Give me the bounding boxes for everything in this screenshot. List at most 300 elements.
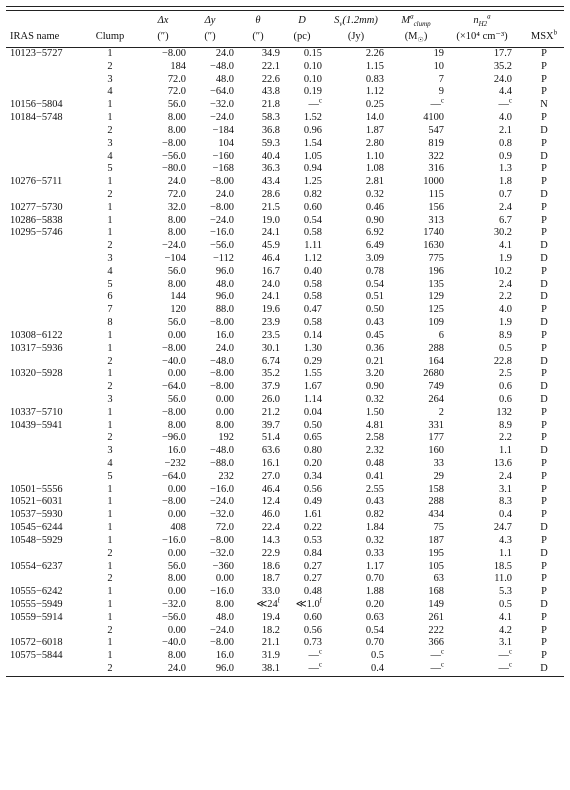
cell-S: 0.54 [365, 278, 384, 290]
cell-D: 0.27 [303, 573, 322, 585]
cell-n: 24.7 [493, 522, 512, 534]
header-dy-line2: (″) [204, 31, 216, 42]
cell-dx: 8.00 [167, 419, 186, 431]
cell-dx: 56.0 [167, 560, 186, 572]
cell-msx: P [541, 650, 547, 662]
table-row [6, 61, 564, 74]
cell-S: 0.41 [365, 470, 384, 482]
cell-msx: P [541, 368, 547, 380]
table-row [6, 407, 564, 420]
cell-M: 264 [428, 393, 444, 405]
cell-S: 0.70 [365, 573, 384, 585]
cell-clump: 4 [107, 458, 113, 469]
cell-clump: 2 [107, 547, 113, 559]
cell-dx: 72.0 [167, 86, 186, 98]
cell-name: 10555−6242 [10, 586, 63, 598]
cell-msx: D [540, 124, 548, 136]
cell-D: 0.56 [303, 483, 322, 495]
cell-dy: −168 [212, 163, 234, 175]
table-row [6, 445, 564, 458]
cell-D: 0.58 [303, 278, 322, 290]
cell-theta: 23.5 [261, 329, 280, 341]
cell-M: 1740 [423, 227, 444, 239]
cell-theta: 36.3 [261, 163, 280, 175]
cell-D: 0.04 [303, 406, 322, 418]
header-theta-line1: θ [255, 15, 261, 26]
cell-clump: 2 [107, 124, 113, 136]
cell-D: 1.11 [304, 240, 322, 252]
cell-S: 0.54 [365, 624, 384, 636]
cell-clump: 1 [107, 650, 113, 662]
cell-theta: 58.3 [261, 112, 280, 124]
cell-dx: −8.00 [161, 496, 186, 508]
cell-D: 1.30 [303, 342, 322, 354]
cell-S: 0.25 [365, 99, 384, 111]
cell-M: 149 [428, 598, 444, 610]
cell-msx: D [540, 291, 548, 303]
cell-D: 0.53 [303, 534, 322, 546]
cell-n: 4.2 [499, 624, 512, 636]
cell-clump: 1 [107, 586, 113, 598]
cell-S: 1.88 [365, 586, 384, 598]
header-n-line1: $n_{H2}^a$ [473, 12, 491, 29]
cell-dx: 32.0 [167, 201, 186, 213]
table-row [6, 625, 564, 638]
table-row [6, 253, 564, 266]
table-row [6, 96, 564, 112]
cell-M: 29 [433, 470, 444, 482]
cell-dy: −8.00 [209, 368, 234, 380]
cell-dy: −8.00 [209, 381, 234, 393]
header-D-line1: D [298, 15, 306, 26]
cell-M: 156 [428, 201, 444, 213]
table-row [6, 420, 564, 433]
cell-M: 187 [428, 534, 444, 546]
cell-dy: −48.0 [209, 445, 234, 457]
bottom-rule [6, 676, 564, 677]
cell-M: 2 [438, 406, 444, 418]
cell-name: 10123−5727 [10, 48, 63, 59]
cell-n: 4.1 [499, 240, 512, 252]
cell-D: 0.14 [303, 329, 322, 341]
cell-M: 158 [428, 483, 444, 495]
cell-M: 288 [428, 496, 444, 508]
cell-msx: P [541, 176, 547, 188]
cell-clump: 1 [107, 201, 113, 213]
cell-S: 3.09 [365, 253, 384, 264]
cell-dy: 0.00 [215, 393, 234, 405]
cell-name: 10156−5804 [10, 99, 63, 111]
cell-dx: −40.0 [161, 355, 186, 367]
cell-S: 0.45 [365, 329, 384, 341]
cell-clump: 1 [107, 496, 113, 508]
cell-name: 10184−5748 [10, 112, 63, 124]
cell-n: 0.4 [499, 509, 512, 521]
cell-theta: 18.7 [261, 573, 280, 585]
table-row [6, 432, 564, 445]
cell-D: 0.34 [303, 470, 322, 482]
cell-n: 2.2 [499, 432, 512, 444]
cell-dx: −8.00 [161, 406, 186, 418]
cell-msx: D [540, 663, 548, 674]
cell-msx: P [541, 201, 547, 213]
cell-n: 4.0 [499, 112, 512, 124]
cell-S: 1.50 [365, 406, 384, 418]
cell-D: 0.49 [303, 496, 322, 508]
cell-D: 0.58 [303, 227, 322, 239]
cell-D: 0.40 [303, 265, 322, 277]
cell-dy: −32.0 [209, 509, 234, 521]
cell-dx: −96.0 [161, 432, 186, 444]
cell-dy: 0.00 [215, 406, 234, 418]
cell-n: 10.2 [493, 265, 512, 277]
cell-dx: 56.0 [167, 265, 186, 277]
cell-clump: 1 [107, 214, 113, 226]
cell-dx: −40.0 [161, 637, 186, 649]
cell-theta: 30.1 [261, 342, 280, 354]
cell-msx: D [540, 355, 548, 367]
cell-M: 177 [428, 432, 444, 444]
cell-dx: 72.0 [167, 188, 186, 200]
cell-clump: 8 [107, 317, 113, 329]
cell-clump: 1 [107, 112, 113, 124]
cell-M: 63 [433, 573, 444, 585]
cell-n: 8.9 [499, 419, 512, 431]
header-name-line2: IRAS name [10, 31, 60, 42]
cell-clump: 1 [107, 368, 113, 380]
cell-S: 0.78 [365, 265, 384, 277]
cell-dy: 72.0 [215, 522, 234, 534]
cell-dy: −24.0 [209, 496, 234, 508]
cell-name: 10548−5929 [10, 534, 63, 546]
cell-msx: P [541, 137, 547, 149]
cell-msx: P [541, 624, 547, 636]
cell-S: 0.48 [365, 458, 384, 469]
cell-M: —$^c$ [430, 96, 444, 111]
cell-name: 10537−5930 [10, 509, 63, 521]
cell-name: 10276−5711 [10, 176, 63, 188]
cell-dx: −104 [164, 253, 186, 264]
cell-M: 164 [428, 355, 444, 367]
cell-D: 0.15 [303, 48, 322, 59]
cell-dy: −8.00 [209, 176, 234, 188]
cell-msx: D [540, 150, 548, 162]
cell-dy: −64.0 [209, 86, 234, 98]
cell-clump: 1 [107, 637, 113, 649]
cell-dy: 48.0 [215, 73, 234, 85]
cell-S: 0.90 [365, 214, 384, 226]
cell-M: 109 [428, 317, 444, 329]
cell-n: 2.4 [499, 470, 512, 482]
cell-theta: 22.9 [261, 547, 280, 559]
cell-msx: P [541, 48, 547, 59]
cell-S: 0.82 [365, 509, 384, 521]
cell-S: 0.83 [365, 73, 384, 85]
cell-M: 547 [428, 124, 444, 136]
cell-dy: −8.00 [209, 534, 234, 546]
cell-theta: 43.8 [261, 86, 280, 98]
cell-dy: −16.0 [209, 586, 234, 598]
table-row [6, 484, 564, 497]
table-row [6, 496, 564, 509]
cell-dx: 24.0 [167, 663, 186, 674]
cell-msx: P [541, 419, 547, 431]
cell-n: 2.5 [499, 368, 512, 380]
cell-name: 10572−6018 [10, 637, 63, 649]
cell-theta: 12.4 [261, 496, 280, 508]
cell-msx: P [541, 509, 547, 521]
cell-dy: −48.0 [209, 60, 234, 72]
cell-dy: −16.0 [209, 227, 234, 239]
cell-M: 775 [428, 253, 444, 264]
cell-D: 1.52 [303, 112, 322, 124]
cell-clump: 3 [107, 393, 113, 405]
cell-theta: 59.3 [261, 137, 280, 149]
cell-dx: 8.00 [167, 573, 186, 585]
table-row [6, 522, 564, 535]
cell-msx: P [541, 112, 547, 124]
cell-theta: 35.2 [261, 368, 280, 380]
cell-S: 0.43 [365, 317, 384, 329]
cell-theta: 45.9 [261, 240, 280, 252]
cell-dy: 96.0 [215, 265, 234, 277]
cell-clump: 4 [107, 150, 113, 162]
cell-dy: −8.00 [209, 637, 234, 649]
cell-clump: 1 [107, 522, 113, 534]
cell-name: 10439−5941 [10, 419, 63, 431]
cell-dx: 0.00 [167, 368, 186, 380]
table-body [6, 48, 564, 676]
cell-name: 10295−5746 [10, 227, 63, 239]
table-row [6, 215, 564, 228]
cell-dx: 72.0 [167, 73, 186, 85]
cell-msx: D [540, 381, 548, 393]
header-n-line2: (×10⁴ cm⁻³) [456, 31, 508, 42]
cell-clump: 4 [107, 86, 113, 98]
cell-dx: −232 [164, 458, 186, 469]
cell-theta: 38.1 [261, 663, 280, 674]
cell-name: 10545−6244 [10, 522, 63, 534]
cell-clump: 1 [107, 227, 113, 239]
cell-D: 0.54 [303, 214, 322, 226]
cell-theta: 51.4 [261, 432, 280, 444]
cell-S: 0.5 [371, 650, 384, 662]
cell-M: 6 [438, 329, 444, 341]
cell-clump: 1 [107, 483, 113, 495]
cell-S: 0.51 [365, 291, 384, 303]
cell-S: 6.92 [365, 227, 384, 239]
header-dy-line1: Δy [204, 15, 216, 26]
cell-clump: 1 [107, 509, 113, 521]
cell-theta: 22.4 [261, 522, 280, 534]
cell-dx: 120 [170, 304, 186, 316]
table-row [6, 368, 564, 381]
cell-dx: −16.0 [161, 534, 186, 546]
cell-n: 3.1 [499, 637, 512, 649]
cell-clump: 1 [107, 534, 113, 546]
cell-msx: P [541, 265, 547, 277]
cell-theta: 19.0 [261, 214, 280, 226]
table-row [6, 330, 564, 343]
cell-name: 10559−5914 [10, 611, 63, 623]
cell-theta: 21.5 [261, 201, 280, 213]
cell-M: 819 [428, 137, 444, 149]
cell-dy: −24.0 [209, 112, 234, 124]
cell-clump: 7 [107, 304, 113, 316]
cell-M: 7 [438, 73, 444, 85]
cell-clump: 1 [107, 342, 113, 354]
cell-n: 24.0 [493, 73, 512, 85]
cell-M: 2680 [423, 368, 444, 380]
cell-dy: −24.0 [209, 214, 234, 226]
cell-clump: 5 [107, 163, 113, 175]
cell-n: —$^c$ [498, 96, 512, 111]
cell-dx: 56.0 [167, 317, 186, 329]
cell-clump: 1 [107, 419, 113, 431]
table-row [6, 586, 564, 599]
cell-D: 1.12 [303, 253, 322, 264]
cell-theta: 34.9 [261, 48, 280, 59]
cell-clump: 2 [107, 624, 113, 636]
cell-theta: 18.6 [261, 560, 280, 572]
cell-theta: 27.0 [261, 470, 280, 482]
cell-theta: 6.74 [261, 355, 280, 367]
cell-M: 1630 [423, 240, 444, 252]
cell-n: 2.2 [499, 291, 512, 303]
cell-theta: 16.1 [261, 458, 280, 469]
cell-msx: P [541, 73, 547, 85]
header-M-line2: $(M_☉)$ [404, 31, 428, 45]
table-row [6, 227, 564, 240]
cell-M: 331 [428, 419, 444, 431]
cell-D: 0.10 [303, 60, 322, 72]
cell-msx: P [541, 483, 547, 495]
cell-M: 195 [428, 547, 444, 559]
cell-S: 2.80 [365, 137, 384, 149]
header-S-line1: $S_\nu(1.2mm)$ [334, 15, 378, 29]
cell-M: 115 [428, 188, 444, 200]
cell-D: 0.22 [303, 522, 322, 534]
table-row [6, 240, 564, 253]
cell-clump: 2 [107, 240, 113, 252]
cell-dy: −8.00 [209, 317, 234, 329]
cell-dx: 56.0 [167, 393, 186, 405]
cell-M: 4100 [423, 112, 444, 124]
cell-clump: 1 [107, 329, 113, 341]
cell-D: 0.60 [303, 611, 322, 623]
cell-D: 0.84 [303, 547, 322, 559]
table-row [6, 561, 564, 574]
cell-theta: 19.4 [261, 611, 280, 623]
cell-D: 0.56 [303, 624, 322, 636]
cell-M: 129 [428, 291, 444, 303]
cell-dy: −24.0 [209, 624, 234, 636]
cell-D: —$^c$ [308, 647, 322, 662]
cell-dy: 8.00 [215, 419, 234, 431]
cell-M: 19 [433, 48, 444, 59]
cell-name: 10554−6237 [10, 560, 63, 572]
cell-theta: 19.6 [261, 304, 280, 316]
cell-n: 30.2 [493, 227, 512, 239]
cell-D: 0.73 [303, 637, 322, 649]
cell-D: 0.58 [303, 291, 322, 303]
table-row [6, 48, 564, 61]
cell-theta: 63.6 [261, 445, 280, 457]
cell-clump: 1 [107, 176, 113, 188]
cell-n: 132 [496, 406, 512, 418]
table-row [6, 394, 564, 407]
cell-theta: 33.0 [261, 586, 280, 598]
cell-msx: P [541, 534, 547, 546]
cell-S: 6.49 [365, 240, 384, 252]
cell-dx: 144 [170, 291, 186, 303]
cell-M: 1000 [423, 176, 444, 188]
cell-dy: −8.00 [209, 201, 234, 213]
cell-n: 0.8 [499, 137, 512, 149]
cell-theta: ≪24$^f$ [256, 596, 280, 610]
cell-theta: 22.1 [261, 60, 280, 72]
table-header [6, 11, 564, 47]
cell-D: 0.27 [303, 560, 322, 572]
cell-n: 2.4 [499, 278, 512, 290]
table-row [6, 202, 564, 215]
cell-S: 3.20 [365, 368, 384, 380]
cell-S: 2.81 [365, 176, 384, 188]
cell-dx: 0.00 [167, 483, 186, 495]
cell-dy: −56.0 [209, 240, 234, 252]
cell-dy: 24.0 [215, 48, 234, 59]
cell-dy: 104 [218, 137, 234, 149]
cell-clump: 2 [107, 573, 113, 585]
cell-dy: −112 [212, 253, 234, 264]
cell-dy: 48.0 [215, 278, 234, 290]
header-D-line2: (pc) [293, 31, 311, 42]
cell-dx: −56.0 [161, 611, 186, 623]
cell-dx: −64.0 [161, 470, 186, 482]
cell-S: 0.90 [365, 381, 384, 393]
cell-S: 1.84 [365, 522, 384, 534]
cell-dy: 192 [218, 432, 234, 444]
cell-clump: 2 [107, 432, 113, 444]
cell-clump: 2 [107, 355, 113, 367]
cell-n: 11.0 [494, 573, 512, 585]
cell-n: 0.7 [499, 188, 512, 200]
cell-M: 366 [428, 637, 444, 649]
cell-dx: −64.0 [161, 381, 186, 393]
cell-D: 1.14 [303, 393, 322, 405]
cell-n: 13.6 [493, 458, 512, 469]
cell-S: 0.21 [365, 355, 384, 367]
cell-theta: 31.9 [261, 650, 280, 662]
cell-D: 0.48 [303, 586, 322, 598]
cell-dx: 184 [170, 60, 186, 72]
cell-dx: 8.00 [167, 278, 186, 290]
table-row [6, 189, 564, 202]
cell-clump: 1 [107, 560, 113, 572]
cell-M: 33 [433, 458, 444, 469]
table-row [6, 548, 564, 561]
cell-clump: 2 [107, 188, 113, 200]
cell-n: 17.7 [493, 48, 512, 59]
cell-msx: P [541, 329, 547, 341]
cell-dx: −8.00 [161, 342, 186, 354]
cell-theta: 14.3 [261, 534, 280, 546]
cell-name: 10277−5730 [10, 201, 63, 213]
table-row [6, 535, 564, 548]
table-row [6, 151, 564, 164]
table-row [6, 637, 564, 650]
cell-clump: 3 [107, 253, 113, 264]
